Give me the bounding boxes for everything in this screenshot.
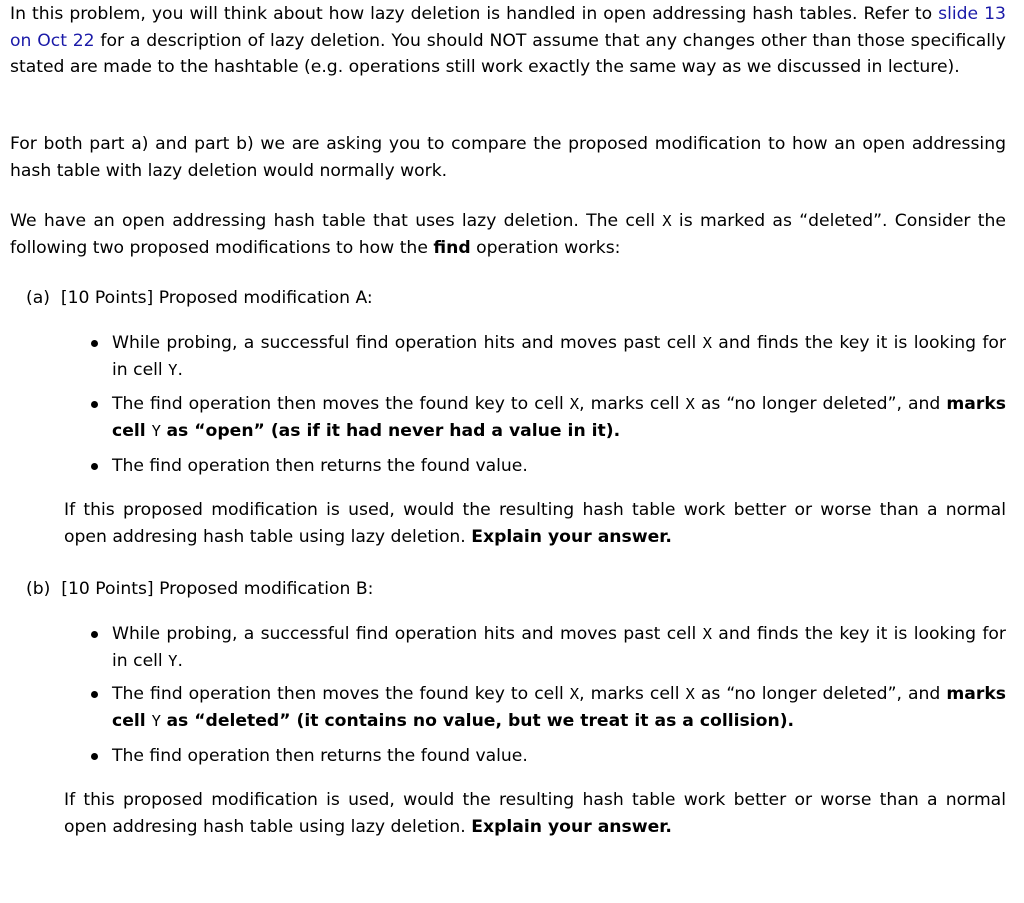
part-b-question: If this proposed modification is used, would the resulting hash table work better or worse than a normal open addresing hash table using lazy deletion. Explain your answer. <box>64 790 1006 837</box>
bullet-icon <box>91 401 98 408</box>
bullet-icon <box>91 631 98 638</box>
compare-paragraph: For both part a) and part b) we are asking you to compare the proposed modification to how an open addressing hash table with lazy deletion would normally work. <box>10 134 1006 181</box>
part-a-bullet-3: The find operation then returns the found value. <box>112 453 1006 480</box>
part-a-bullet-2: The find operation then moves the found key to cell X, marks cell X as “no longer deleted”, and marks cell Y as “open” (as if it had never had a value in it). <box>112 391 1006 444</box>
bullet-icon <box>91 753 98 760</box>
part-b-bullet-3: The find operation then returns the found value. <box>112 743 1006 770</box>
intro-paragraph: In this problem, you will think about how lazy deletion is handled in open addressing hash tables. Refer to slide 13 on Oct 22 for a description of lazy deletion. You should NOT assume that any changes other than those specifically stated are made to the hashtable (e.g. operations still work exactly the same way as we discussed in lecture). <box>10 4 1006 77</box>
part-b-heading: (b) [10 Points] Proposed modification B: <box>26 579 374 599</box>
part-a-bullet-1: While probing, a successful find operation hits and moves past cell X and finds the key it is looking for in cell Y. <box>112 330 1006 383</box>
part-b-bullet-1: While probing, a successful find operation hits and moves past cell X and finds the key it is looking for in cell Y. <box>112 621 1006 674</box>
part-a-question: If this proposed modification is used, would the resulting hash table work better or worse than a normal open addresing hash table using lazy deletion. Explain your answer. <box>64 500 1006 547</box>
part-b-bullet-2: The find operation then moves the found key to cell X, marks cell X as “no longer deleted”, and marks cell Y as “deleted” (it contains no value, but we treat it as a collision). <box>112 681 1006 734</box>
bullet-icon <box>91 340 98 347</box>
part-a-heading: (a) [10 Points] Proposed modification A: <box>26 288 373 308</box>
setup-paragraph: We have an open addressing hash table that uses lazy deletion. The cell X is marked as “deleted”. Consider the following two proposed modifications to how the find operation works: <box>10 211 1006 258</box>
slide-link[interactable]: slide 13 on Oct 22 <box>10 4 1006 51</box>
bullet-icon <box>91 691 98 698</box>
bullet-icon <box>91 463 98 470</box>
